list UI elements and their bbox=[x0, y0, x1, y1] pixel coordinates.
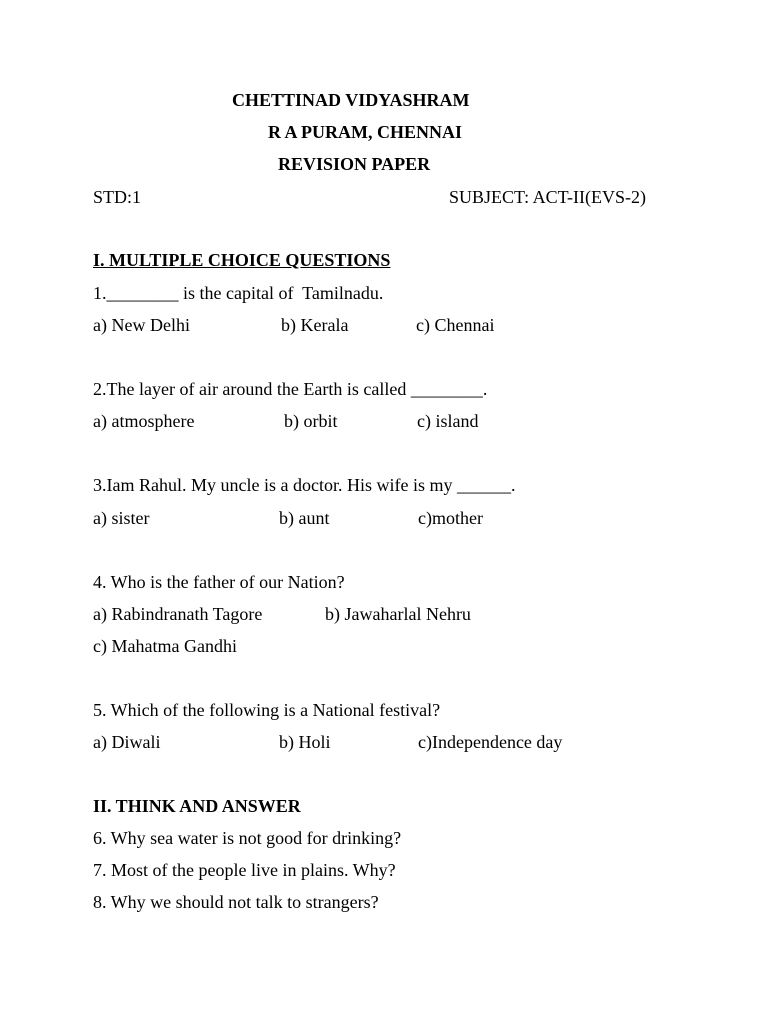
question-3-option-a: a) sister bbox=[93, 508, 150, 528]
question-1-option-b: b) Kerala bbox=[281, 315, 349, 335]
school-name: CHETTINAD VIDYASHRAM bbox=[232, 90, 470, 110]
subject-label: SUBJECT: ACT-II(EVS-2) bbox=[449, 187, 646, 207]
question-3-option-c: c)mother bbox=[418, 508, 483, 528]
question-4-option-c: c) Mahatma Gandhi bbox=[93, 636, 237, 656]
question-2: 2.The layer of air around the Earth is called ________. bbox=[93, 379, 488, 399]
question-4-option-a: a) Rabindranath Tagore bbox=[93, 604, 263, 624]
question-1: 1.________ is the capital of Tamilnadu. bbox=[93, 283, 384, 303]
question-2-option-a: a) atmosphere bbox=[93, 411, 195, 431]
question-6: 6. Why sea water is not good for drinking? bbox=[93, 828, 402, 848]
question-8: 8. Why we should not talk to strangers? bbox=[93, 892, 379, 912]
std-label: STD:1 bbox=[93, 187, 142, 207]
question-3-option-b: b) aunt bbox=[279, 508, 330, 528]
section-2-title: II. THINK AND ANSWER bbox=[93, 796, 301, 816]
question-4-option-b: b) Jawaharlal Nehru bbox=[325, 604, 471, 624]
question-5-option-c: c)Independence day bbox=[418, 732, 563, 752]
question-3: 3.Iam Rahul. My uncle is a doctor. His wife is my ______. bbox=[93, 475, 516, 495]
question-4: 4. Who is the father of our Nation? bbox=[93, 572, 345, 592]
question-2-option-c: c) island bbox=[417, 411, 479, 431]
question-5-option-a: a) Diwali bbox=[93, 732, 161, 752]
question-1-option-c: c) Chennai bbox=[416, 315, 495, 335]
question-5: 5. Which of the following is a National festival? bbox=[93, 700, 441, 720]
school-address: R A PURAM, CHENNAI bbox=[268, 122, 463, 142]
question-2-option-b: b) orbit bbox=[284, 411, 338, 431]
question-1-option-a: a) New Delhi bbox=[93, 315, 190, 335]
paper-title: REVISION PAPER bbox=[278, 154, 431, 174]
question-5-option-b: b) Holi bbox=[279, 732, 331, 752]
question-7: 7. Most of the people live in plains. Why? bbox=[93, 860, 396, 880]
section-1-title: I. MULTIPLE CHOICE QUESTIONS bbox=[93, 250, 391, 270]
